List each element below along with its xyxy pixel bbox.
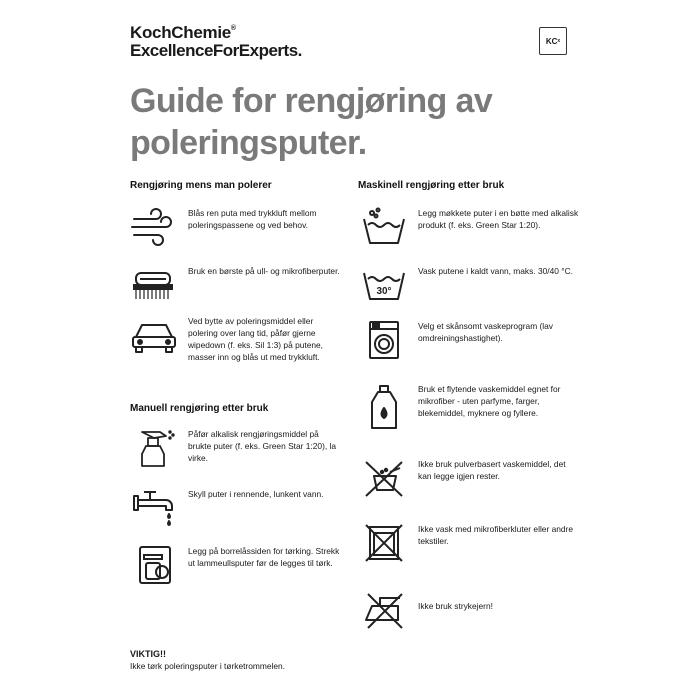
washing-machine-icon <box>360 320 408 360</box>
brush-icon <box>130 265 178 305</box>
list-item <box>360 320 580 360</box>
list-item <box>360 383 580 433</box>
kc-logo-icon: KC x <box>539 27 567 55</box>
soak-tub-icon <box>360 207 408 247</box>
item-text: Ikke bruk strykejern! <box>418 601 493 611</box>
section-heading-machine: Maskinell rengjøring etter bruk <box>358 180 505 191</box>
item-text: Skyll puter i rennende, lunkent vann. <box>188 489 324 499</box>
water-tap-icon <box>130 488 178 528</box>
section-heading-manual: Manuell rengjøring etter bruk <box>130 403 269 414</box>
item-text: Ved bytte av poleringsmiddel eller polering over lang tid, påfør gjerne wipedown (f. eks. Sil 1:3) på putene, masser inn og blås ut med trykkluft. <box>188 316 324 362</box>
item-text: Legg på borrelåssiden for tørking. Strekk ut lammeullsputer før de legges til tørk. <box>188 546 340 568</box>
list-item <box>130 315 340 363</box>
list-item <box>360 523 580 563</box>
drying-icon <box>130 545 178 585</box>
no-mixed-wash-icon <box>360 523 408 563</box>
list-item <box>360 265 580 305</box>
car-icon <box>130 315 178 355</box>
brand-tagline: ExcellenceForExperts. <box>130 41 302 60</box>
list-item <box>130 428 340 468</box>
list-item <box>130 265 340 305</box>
wash-30-icon <box>360 265 408 305</box>
list-item <box>130 488 340 528</box>
item-text: Bruk et flytende vaskemiddel egnet for mikrofiber - uten parfyme, farger, blekemiddel, myknere og fyllere. <box>418 384 561 418</box>
list-item <box>130 207 340 247</box>
section-heading-polishing: Rengjøring mens man polerer <box>130 180 272 191</box>
detergent-bottle-icon <box>360 383 408 433</box>
item-text: Blås ren puta med trykkluft mellom poleringspassene og ved behov. <box>188 208 317 230</box>
item-text: Ikke bruk pulverbasert vaskemiddel, det kan legge igjen rester. <box>418 459 566 481</box>
warning-heading: VIKTIG!! <box>130 649 166 659</box>
item-text: Påfør alkalisk rengjøringsmiddel på brukte puter (f. eks. Green Star 1:20), la virke. <box>188 429 337 463</box>
warning-text: Ikke tørk poleringsputer i tørketrommelen. <box>130 661 285 671</box>
list-item <box>130 545 340 585</box>
item-text: Vask putene i kaldt vann, maks. 30/40 °C. <box>418 266 573 276</box>
brand-name: KochChemie® <box>130 23 236 42</box>
no-powder-icon <box>360 458 408 498</box>
spray-bottle-icon <box>130 428 178 468</box>
item-text: Ikke vask med mikrofiberkluter eller andre tekstiler. <box>418 524 573 546</box>
no-ironing-icon <box>360 590 408 630</box>
page-title: Guide for rengjøring av poleringsputer. <box>130 82 493 162</box>
item-text: Legg møkkete puter i en bøtte med alkalisk produkt (f. eks. Green Star 1:20). <box>418 208 579 230</box>
list-item <box>360 590 580 630</box>
brand-logo <box>130 24 302 59</box>
list-item <box>360 207 580 247</box>
warning-note <box>130 648 285 672</box>
item-text: Bruk en børste på ull- og mikrofiberputer. <box>188 266 340 276</box>
temperature-label: 30° <box>376 286 392 297</box>
item-text: Velg et skånsomt vaskeprogram (lav omdreiningshastighet). <box>418 321 553 343</box>
list-item <box>360 458 580 498</box>
air-blow-icon <box>130 207 178 247</box>
